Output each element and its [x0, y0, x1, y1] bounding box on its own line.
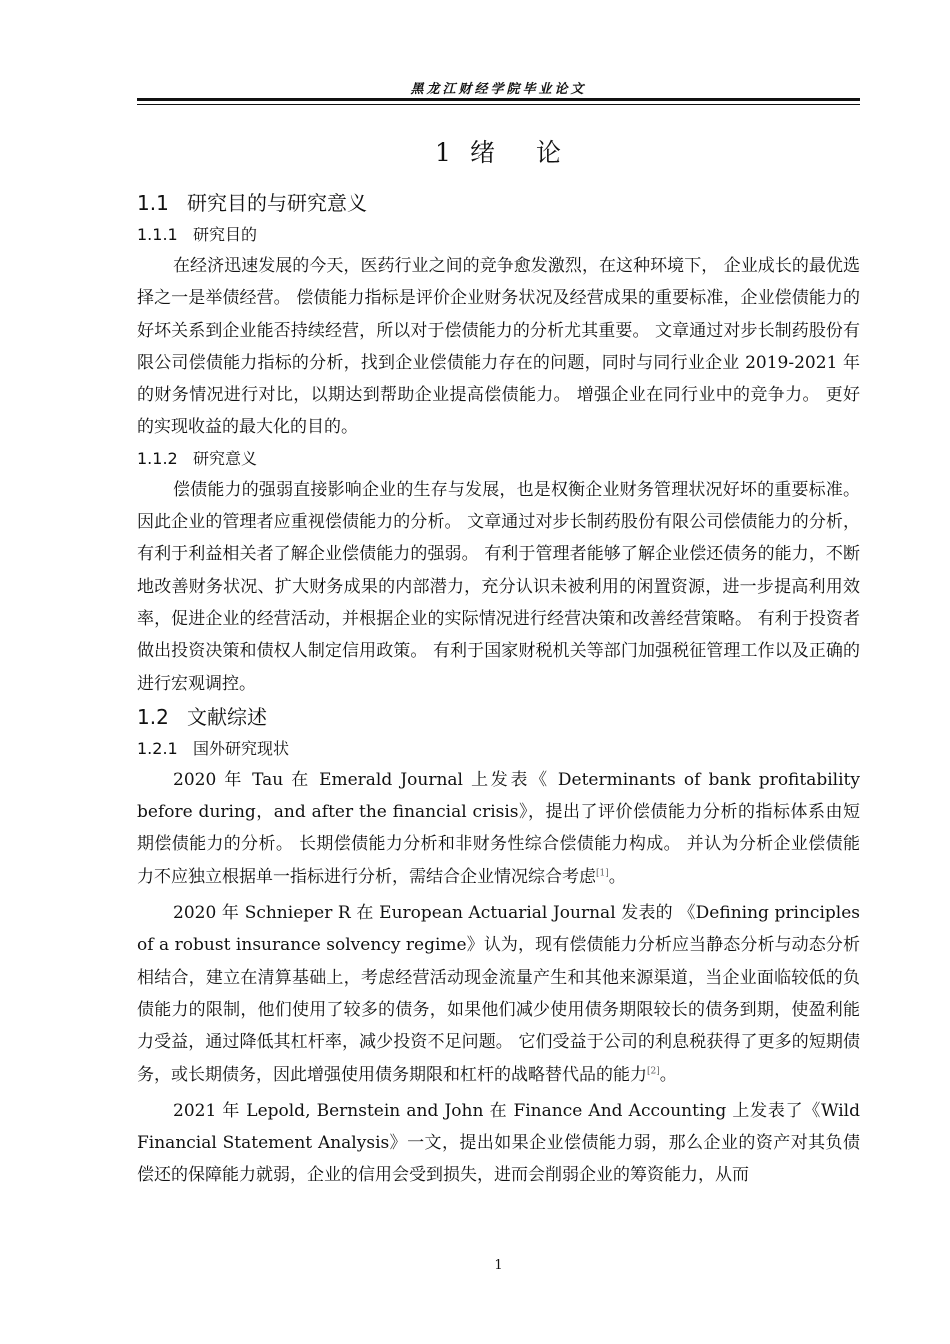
chapter-title-char-2: 论	[535, 138, 562, 167]
subsection-title: 研究意义	[193, 448, 258, 468]
paragraph-research-purpose: 在经济迅速发展的今天，医药行业之间的竞争愈发激烈，在这种环境下， 企业成长的最优选择之一是举债经营。 偿债能力指标是评价企业财务状况及经营成果的重要标准，企业偿债能力的好坏关系到企业能否持续经营，所以对于偿债能力的分析尤其重要。 文章通过对步长制药股份有限公司偿债能力指标的分析，找到企业偿债能力存在的问题，同时与同行业企业 2019-2021 年的财务情况进行对比，以期达到帮助企业提高偿债能力。 增强企业在同行业中的竞争力。 更好的实现收益的最大化的目的。	[137, 256, 860, 438]
subsection-number: 1.1.1	[137, 225, 178, 244]
paragraph-text: 2020 年 Schnieper R 在 European Actuarial Journal 发表的 《Defining principles of a robust insurance solvency regime》认为，现有偿债能力分析应当静态分析与动态分析相结合，建立在清算基础上，考虑经营活动现金流量产生和其他来源渠道，当企业面临较低的负债能力的限制，他们使用了较多的债务，如果他们减少使用债务期限较长的债务到期，使盈利能力受益，通过降低其杠杆率，减少投资不足问题。 它们受益于公司的利息税获得了更多的短期债务，或长期债务，因此增强使用债务期限和杠杆的战略替代品的能力	[137, 903, 860, 1085]
subsection-heading-1-1-1	[137, 220, 860, 250]
subsection-heading-1-2-1	[137, 734, 860, 764]
paragraph-text: 2020 年 Tau 在 Emerald Journal 上发表《 Determinants of bank profitability before during，and after the financial crisis》，提出了评价偿债能力分析的指标体系由短期偿债能力的分析。 长期偿债能力分析和非财务性综合偿债能力构成。 并认为分析企业偿债能力不应独立根据单一指标进行分析，需结合企业情况综合考虑	[137, 769, 860, 887]
paragraph-end: 。	[659, 1064, 677, 1085]
section-number: 1.2	[137, 704, 169, 729]
subsection-title: 国外研究现状	[193, 738, 290, 758]
subsection-number: 1.1.2	[137, 448, 178, 468]
paragraph-foreign-study-tau	[137, 764, 860, 893]
citation-ref: [2]	[647, 1065, 660, 1076]
citation-ref: [1]	[596, 868, 609, 879]
section-title: 研究目的与研究意义	[187, 191, 367, 215]
header-rule-thin	[137, 104, 860, 105]
section-number: 1.1	[137, 191, 169, 215]
header-rule-thick	[137, 98, 860, 101]
section-title: 文献综述	[187, 704, 267, 729]
subsection-title: 研究目的	[193, 225, 258, 244]
page-number: 1	[494, 1258, 503, 1273]
paragraph-foreign-study-lepold: 2021 年 Lepold, Bernstein and John 在 Finance And Accounting 上发表了《Wild Financial Statement Analysis》一文，提出如果企业偿债能力弱，那么企业的资产对其负债偿还的保障能力就弱，企业的信用会受到损失，进而会削弱企业的筹资能力，从而	[137, 1100, 860, 1186]
subsection-heading-1-1-2	[137, 444, 860, 474]
chapter-number: 1	[435, 138, 452, 167]
paragraph-research-significance: 偿债能力的强弱直接影响企业的生存与发展，也是权衡企业财务管理状况好坏的重要标准。 因此企业的管理者应重视偿债能力的分析。 文章通过对步长制药股份有限公司偿债能力的分析，有利于利益相关者了解企业偿债能力的强弱。 有利于管理者能够了解企业偿还债务的能力，不断地改善财务状况、扩大财务成果的内部潜力，充分认识未被利用的闲置资源，进一步提高利用效率，促进企业的经营活动，并根据企业的实际情况进行经营决策和改善经营策略。 有利于投资者做出投资决策和债权人制定信用政策。 有利于国家财税机关等部门加强税征管理工作以及正确的进行宏观调控。	[137, 479, 860, 694]
running-header: 黑龙江财经学院毕业论文	[410, 82, 587, 97]
chapter-heading	[137, 133, 860, 169]
chapter-title-char-1: 绪	[469, 138, 496, 167]
section-heading-1-1	[137, 186, 860, 220]
paragraph-foreign-study-schnieper	[137, 897, 860, 1091]
paragraph-end: 。	[608, 866, 626, 887]
body-content	[137, 186, 860, 1192]
section-heading-1-2	[137, 700, 860, 734]
subsection-number: 1.2.1	[137, 738, 178, 758]
